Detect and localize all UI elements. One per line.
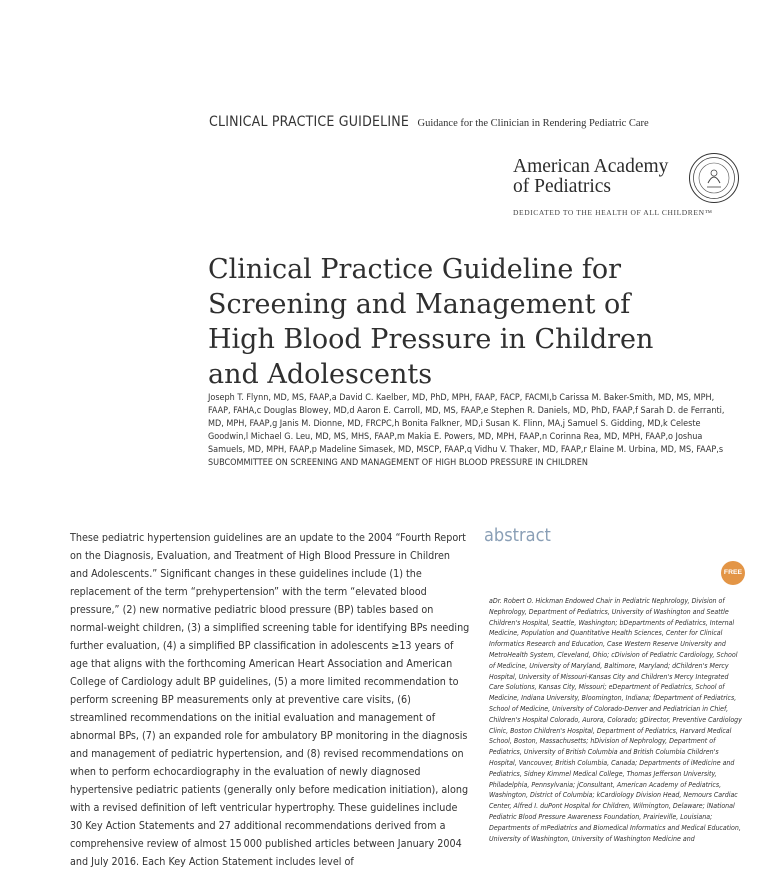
aap-seal-logo [688, 152, 740, 204]
org-name [513, 157, 668, 197]
org-name-line1: American Academy [513, 156, 669, 177]
guideline-subtitle: Guidance for the Clinician in Rendering Pediatric Care [417, 118, 649, 129]
abstract-body: These pediatric hypertension guidelines are an update to the 2004 “Fourth Report on the Diagnosis, Evaluation, and Treatment of High Blood Pressure in Children and Adolescents.” Significant changes in these guidelines include (1) the replacement of the term “prehypertension” with the term “elevated blood pressure,” (2) new normative pediatric blood pressure (BP) tables based on normal-weight children, (3) a simplified screening table for identifying BPs needing further evaluation, (4) a simplified BP classification in adolescents ≥13 years of age that aligns with the forthcoming American Heart Association and American College of Cardiology adult BP guidelines, (5) a more limited recommendation to perform screening BP measurements only at preventive care visits, (6) streamlined recommendations on the initial evaluation and management of abnormal BPs, (7) an expanded role for ambulatory BP monitoring in the diagnosis and management of pediatric hypertension, and (8) revised recommendations on when to perform echocardiography in the evaluation of newly diagnosed hypertensive pediatric patients (generally only before medication initiation), along with a revised definition of left ventricular hypertrophy. These guidelines include 30 Key Action Statements and 27 additional recommendations derived from a comprehensive review of almost 15 000 published articles between January 2004 and July 2016. Each Key Action Statement includes level of [70, 531, 470, 868]
free-access-badge: FREE [721, 561, 745, 585]
author-list: Joseph T. Flynn, MD, MS, FAAP,a David C. Kaelber, MD, PhD, MPH, FAAP, FACP, FACMI,b Carissa M. Baker-Smith, MD, MS, MPH, FAAP, FAHA,c Douglas Blowey, MD,d Aaron E. Carroll, MD, MS, FAAP,e Stephen R. Daniels, MD, PhD, FAAP,f Sarah D. de Ferranti, MD, MPH, FAAP,g Janis M. Dionne, MD, FRCPC,h Bonita Falkner, MD,i Susan K. Flinn, MA,j Samuel S. Gidding, MD,k Celeste Goodwin,l Michael G. Leu, MD, MS, MHS, FAAP,m Makia E. Powers, MD, MPH, FAAP,n Corinna Rea, MD, MPH, FAAP,o Joshua Samuels, MD, MPH, FAAP,p Madeline Simasek, MD, MSCP, FAAP,q Vidhu V. Thaker, MD, FAAP,r Elaine M. Urbina, MD, MS, FAAP,s SUBCOMMITTEE ON SCREENING AND MANAGEMENT OF HIGH BLOOD PRESSURE IN CHILDREN [208, 393, 725, 469]
org-tagline: DEDICATED TO THE HEALTH OF ALL CHILDREN™ [513, 208, 713, 217]
org-name-line2: of Pediatrics [513, 176, 612, 197]
author-affiliations: aDr. Robert O. Hickman Endowed Chair in Pediatric Nephrology, Division of Nephrology, Department of Pediatrics, University of Washington and Seattle Children's Hospital, Seattle, Washington; bDepartments of Pediatrics, Internal Medicine, Population and Quantitative Health Sciences, Center for Clinical Informatics Research and Education, Case Western Reserve University and MetroHealth System, Cleveland, Ohio; cDivision of Pediatric Cardiology, School of Medicine, University of Maryland, Baltimore, Maryland; dChildren's Mercy Hospital, University of Missouri-Kansas City and Children's Mercy Integrated Care Solutions, Kansas City, Missouri; eDepartment of Pediatrics, School of Medicine, Indiana University, Bloomington, Indiana; fDepartment of Pediatrics, School of Medicine, University of Colorado-Denver and Pediatrician in Chief, Children's Hospital Colorado, Aurora, Colorado; gDirector, Preventive Cardiology Clinic, Boston Children's Hospital, Department of Pediatrics, Harvard Medical School, Boston, Massachusetts; hDivision of Nephrology, Department of Pediatrics, University of British Columbia and British Columbia Children's Hospital, Vancouver, British Columbia, Canada; Departments of iMedicine and Pediatrics, Sidney Kimmel Medical College, Thomas Jefferson University, Philadelphia, Pennsylvania; jConsultant, American Academy of Pediatrics, Washington, District of Columbia; kCardiology Division Head, Nemours Cardiac Center, Alfred I. duPont Hospital for Children, Wilmington, Delaware; lNational Pediatric Blood Pressure Awareness Foundation, Prairieville, Louisiana; Departments of mPediatrics and Biomedical Informatics and Medical Education, University of Washington, University of Washington Medicine and [489, 597, 742, 843]
article-title: Clinical Practice Guideline for Screening and Management of High Blood Pressure in Children and Adolescents [208, 254, 654, 390]
abstract-heading: abstract [484, 525, 551, 546]
guideline-category: CLINICAL PRACTICE GUIDELINE [209, 114, 410, 130]
page-header [209, 113, 649, 131]
